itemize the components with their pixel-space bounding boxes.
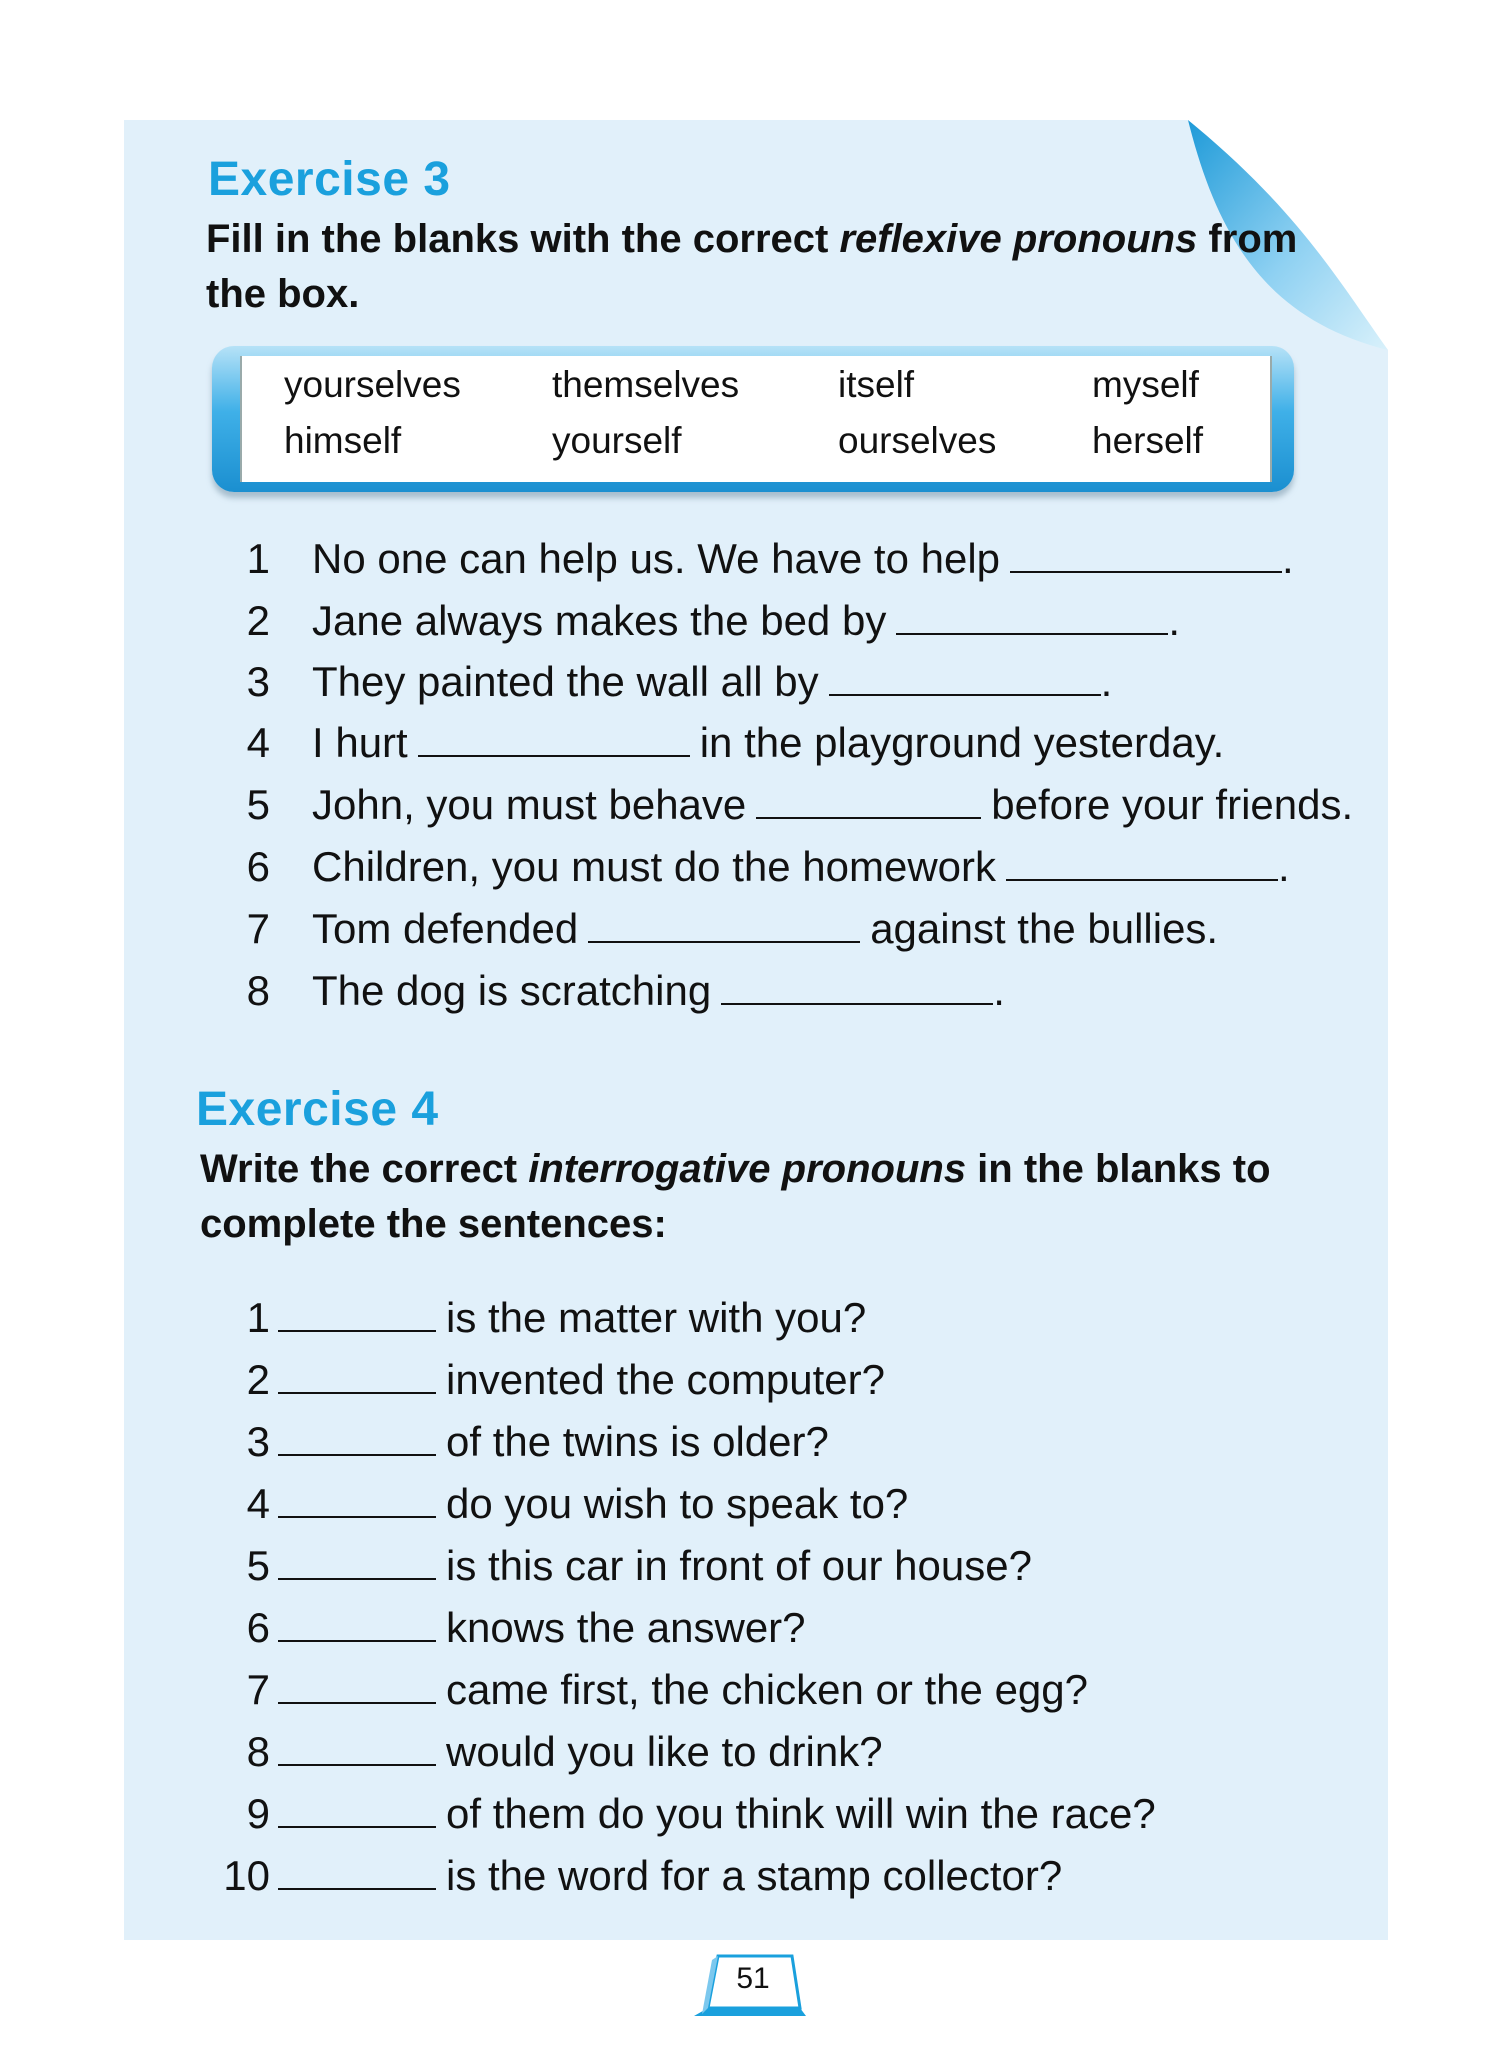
word-box-item: myself <box>1092 364 1199 405</box>
exercise3-question: 4 I hurt in the playground yesterday. <box>246 719 1225 766</box>
exercise4-question: 7 came first, the chicken or the egg? <box>246 1666 1088 1713</box>
exercise3-question: 6 Children, you must do the homework . <box>246 843 1290 890</box>
answer-blank[interactable] <box>278 1854 436 1890</box>
answer-blank[interactable] <box>756 783 981 819</box>
exercise4-question: 10 is the word for a stamp collector? <box>223 1852 1063 1899</box>
exercise3-question: 1 No one can help us. We have to help . <box>246 535 1294 582</box>
answer-blank[interactable] <box>278 1792 436 1828</box>
exercise4-question: 9 of them do you think will win the race? <box>246 1790 1156 1837</box>
word-box-item: yourself <box>552 420 682 461</box>
answer-blank[interactable] <box>278 1482 436 1518</box>
exercise4-question: 5 is this car in front of our house? <box>246 1542 1032 1589</box>
answer-blank[interactable] <box>278 1358 436 1394</box>
answer-blank[interactable] <box>418 721 690 757</box>
answer-blank[interactable] <box>278 1730 436 1766</box>
answer-blank[interactable] <box>588 907 860 943</box>
word-box-item: themselves <box>552 364 740 405</box>
exercise4-question: 6 knows the answer? <box>246 1604 806 1651</box>
exercise4-instruction: Write the correct interrogative pronouns in the blanks to complete the sentences: <box>200 1147 1271 1246</box>
exercise4-question: 1 is the matter with you? <box>246 1294 867 1341</box>
answer-blank[interactable] <box>1006 845 1278 881</box>
answer-blank[interactable] <box>829 660 1101 696</box>
word-box-item: itself <box>838 364 915 405</box>
page-number: 51 <box>736 1962 770 1995</box>
answer-blank[interactable] <box>896 599 1168 635</box>
answer-blank[interactable] <box>278 1544 436 1580</box>
answer-blank[interactable] <box>278 1296 436 1332</box>
answer-blank[interactable] <box>278 1668 436 1704</box>
exercise3-question: 8 The dog is scratching . <box>246 967 1005 1014</box>
exercise3-question: 5 John, you must behave before your friends. <box>246 781 1354 828</box>
exercise3-instruction: Fill in the blanks with the correct reflexive pronouns from the box. <box>206 217 1298 316</box>
word-box-item: herself <box>1092 420 1204 461</box>
answer-blank[interactable] <box>1010 537 1282 573</box>
exercise4-question: 8 would you like to drink? <box>246 1728 883 1775</box>
exercise4-question: 3 of the twins is older? <box>246 1418 829 1465</box>
exercise3-question: 2 Jane always makes the bed by . <box>246 597 1180 644</box>
exercise4-question: 4 do you wish to speak to? <box>246 1480 909 1527</box>
exercise3-title: Exercise 3 <box>208 153 451 206</box>
word-box-item: yourselves <box>284 364 461 405</box>
word-box-item: himself <box>284 420 402 461</box>
answer-blank[interactable] <box>278 1420 436 1456</box>
exercise3-question: 3 They painted the wall all by . <box>246 658 1113 705</box>
answer-blank[interactable] <box>278 1606 436 1642</box>
exercise3-question: 7 Tom defended against the bullies. <box>246 905 1219 952</box>
word-box-item: ourselves <box>838 420 997 461</box>
answer-blank[interactable] <box>721 969 993 1005</box>
exercise4-title: Exercise 4 <box>196 1083 439 1136</box>
exercise4-question: 2 invented the computer? <box>246 1356 885 1403</box>
